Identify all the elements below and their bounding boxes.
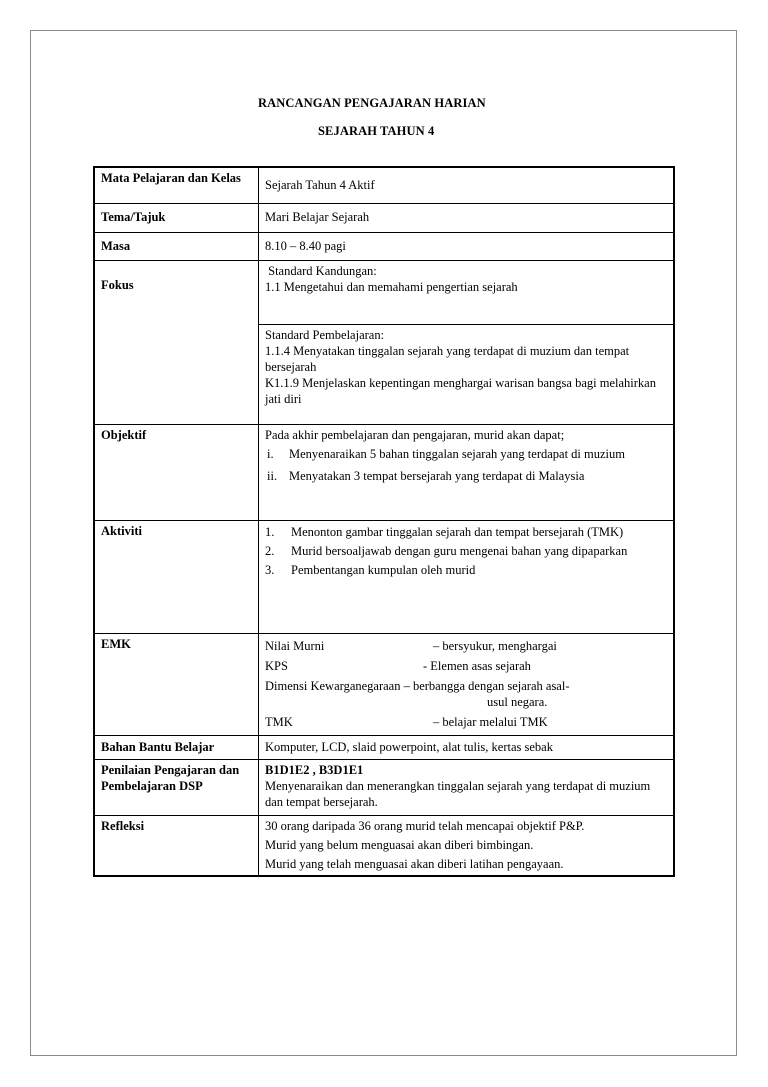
label-masa: Masa <box>94 232 259 260</box>
standard-kandungan-item: 1.1 Mengetahui dan memahami pengertian sejarah <box>265 279 518 294</box>
row-bahan-bantu <box>94 735 674 759</box>
row-masa <box>94 232 674 260</box>
value-emk <box>259 633 675 735</box>
label-aktiviti: Aktiviti <box>94 520 259 633</box>
refleksi-line-3: Murid yang telah menguasai akan diberi latihan pengayaan. <box>265 856 564 871</box>
standard-kandungan-heading: Standard Kandungan: <box>265 263 377 278</box>
emk-value: – bersyukur, menghargai <box>433 638 557 653</box>
value-standard-kandungan <box>259 260 675 324</box>
document-title: RANCANGAN PENGAJARAN HARIAN <box>258 96 486 110</box>
list-marker: ii. <box>267 468 278 483</box>
emk-key: KPS <box>265 658 288 673</box>
list-item-text: Menyenaraikan 5 bahan tinggalan sejarah yang terdapat di muzium <box>289 446 625 461</box>
row-objektif <box>94 424 674 520</box>
standard-pembelajaran-item-1: 1.1.4 Menyatakan tinggalan sejarah yang terdapat di muzium dan tempat bersejarah <box>265 343 630 374</box>
label-tema: Tema/Tajuk <box>94 203 259 232</box>
row-penilaian <box>94 759 674 815</box>
emk-nilai-murni <box>265 638 667 654</box>
list-item <box>265 562 667 578</box>
value-masa: 8.10 – 8.40 pagi <box>259 232 675 260</box>
value-penilaian <box>259 759 675 815</box>
list-marker: i. <box>267 446 274 461</box>
row-tema <box>94 203 674 232</box>
row-emk <box>94 633 674 735</box>
standard-pembelajaran-heading: Standard Pembelajaran: <box>265 327 385 342</box>
objektif-list <box>265 446 667 484</box>
refleksi-line-2: Murid yang belum menguasai akan diberi bimbingan. <box>265 837 534 852</box>
row-aktiviti <box>94 520 674 633</box>
value-bahan-bantu: Komputer, LCD, slaid powerpoint, alat tulis, kertas sebak <box>259 735 675 759</box>
label-emk: EMK <box>94 633 259 735</box>
list-marker: 1. <box>265 524 275 539</box>
label-penilaian: Penilaian Pengajaran dan Pembelajaran DSP <box>94 759 259 815</box>
list-item <box>265 468 667 484</box>
value-aktiviti <box>259 520 675 633</box>
emk-tmk <box>265 714 667 730</box>
emk-key: Nilai Murni <box>265 638 325 653</box>
label-fokus-cont <box>94 324 259 424</box>
value-mata-pelajaran: Sejarah Tahun 4 Aktif <box>259 167 675 203</box>
label-refleksi: Refleksi <box>94 815 259 876</box>
list-item-text: Pembentangan kumpulan oleh murid <box>291 562 476 577</box>
objektif-intro: Pada akhir pembelajaran dan pengajaran, murid akan dapat; <box>265 427 565 442</box>
emk-value: – belajar melalui TMK <box>433 714 548 729</box>
value-refleksi <box>259 815 675 876</box>
list-marker: 2. <box>265 543 275 558</box>
document-subtitle: SEJARAH TAHUN 4 <box>318 124 435 138</box>
emk-value: - Elemen asas sejarah <box>423 658 531 673</box>
value-objektif <box>259 424 675 520</box>
refleksi-line-1: 30 orang daripada 36 orang murid telah mencapai objektif P&P. <box>265 818 585 833</box>
value-tema: Mari Belajar Sejarah <box>259 203 675 232</box>
row-fokus-kandungan <box>94 260 674 324</box>
list-item-text: Menonton gambar tinggalan sejarah dan tempat bersejarah (TMK) <box>291 524 624 539</box>
label-fokus <box>94 260 259 324</box>
row-mata-pelajaran <box>94 167 674 203</box>
list-item-text: Menyatakan 3 tempat bersejarah yang terdapat di Malaysia <box>289 468 585 483</box>
emk-dimensi: Dimensi Kewarganegaraan – berbangga dengan sejarah asal- <box>265 678 570 693</box>
penilaian-code: B1D1E2 , B3D1E1 <box>265 762 364 777</box>
label-fokus-text: Fokus <box>101 277 134 292</box>
row-refleksi <box>94 815 674 876</box>
list-item-text: Murid bersoaljawab dengan guru mengenai bahan yang dipaparkan <box>291 543 628 558</box>
penilaian-text: Menyenaraikan dan menerangkan tinggalan sejarah yang terdapat di muzium dan tempat bersejarah. <box>265 778 651 809</box>
label-mata-pelajaran: Mata Pelajaran dan Kelas <box>94 167 259 203</box>
list-item <box>265 524 667 540</box>
list-item <box>265 446 667 462</box>
emk-dimensi-cont: usul negara. <box>487 694 548 709</box>
list-marker: 3. <box>265 562 275 577</box>
emk-key: TMK <box>265 714 293 729</box>
row-fokus-pembelajaran <box>94 324 674 424</box>
emk-kps <box>265 658 667 674</box>
standard-pembelajaran-item-2: K1.1.9 Menjelaskan kepentingan menghargai warisan bangsa bagi melahirkan jati diri <box>265 375 656 406</box>
lesson-plan-table <box>93 166 675 877</box>
value-standard-pembelajaran <box>259 324 675 424</box>
label-bahan-bantu: Bahan Bantu Belajar <box>94 735 259 759</box>
aktiviti-list <box>265 524 667 578</box>
label-objektif: Objektif <box>94 424 259 520</box>
list-item <box>265 543 667 559</box>
